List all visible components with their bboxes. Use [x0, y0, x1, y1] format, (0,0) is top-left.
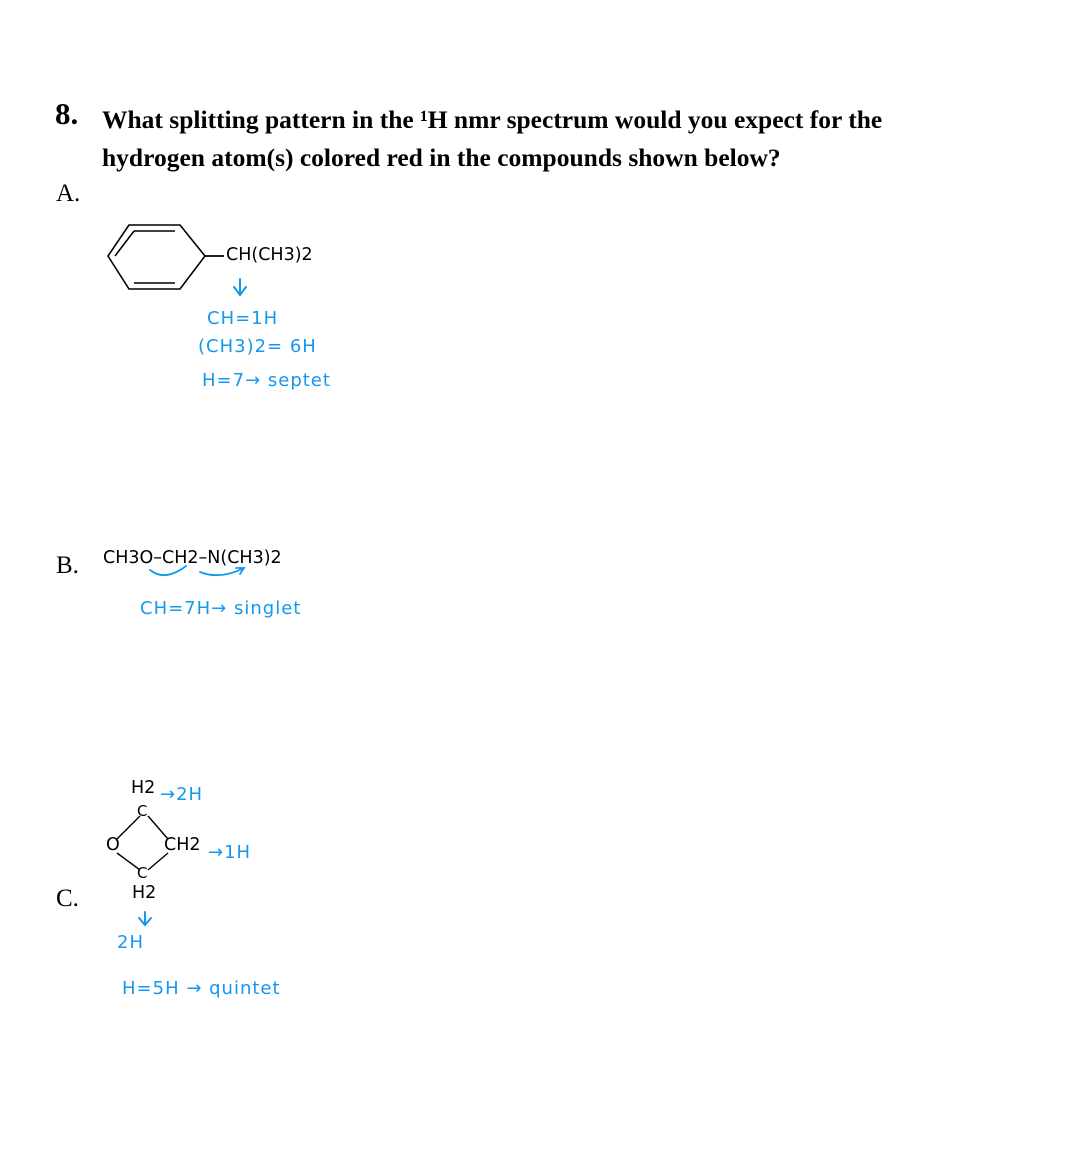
ring-bottom-h: H2 [132, 883, 157, 903]
question-line-1: What splitting pattern in the ¹H nmr spectrum would you expect for the [102, 105, 883, 134]
part-a-note-2: (CH3)2= 6H [198, 336, 317, 357]
part-a-substituent [226, 245, 313, 265]
part-a-note-1: CH=1H [207, 308, 279, 329]
ring-bottom-c: C [137, 864, 148, 882]
question-line-2: hydrogen atom(s) colored red in the compounds shown below? [102, 143, 781, 172]
part-c-arrows [139, 912, 151, 925]
benzene-ring [108, 225, 205, 289]
part-c-note-right: →1H [208, 842, 252, 863]
part-b-label: B. [56, 552, 79, 579]
ring-top-c: C [137, 802, 148, 820]
part-c-note-bottom: 2H [117, 932, 144, 953]
ring-left-o: O [106, 835, 120, 855]
part-c-label: C. [56, 885, 79, 912]
part-c-ring-bonds [117, 816, 168, 870]
substituent-text: CH(CH3)2 [226, 245, 313, 265]
ring-top-h: H2 [131, 778, 156, 798]
part-a-note-3: H=7→ septet [202, 370, 331, 391]
part-c-note-total: H=5H → quintet [122, 978, 281, 999]
part-c-note-top: →2H [160, 784, 204, 805]
question-number: 8. [55, 96, 79, 131]
part-a-label: A. [56, 180, 81, 207]
part-b-formula: CH3O–CH2–N(CH3)2 [103, 548, 282, 568]
part-b-note: CH=7H→ singlet [140, 598, 302, 619]
part-a-down-arrow [234, 279, 246, 295]
ring-right-ch2: CH2 [164, 835, 201, 855]
